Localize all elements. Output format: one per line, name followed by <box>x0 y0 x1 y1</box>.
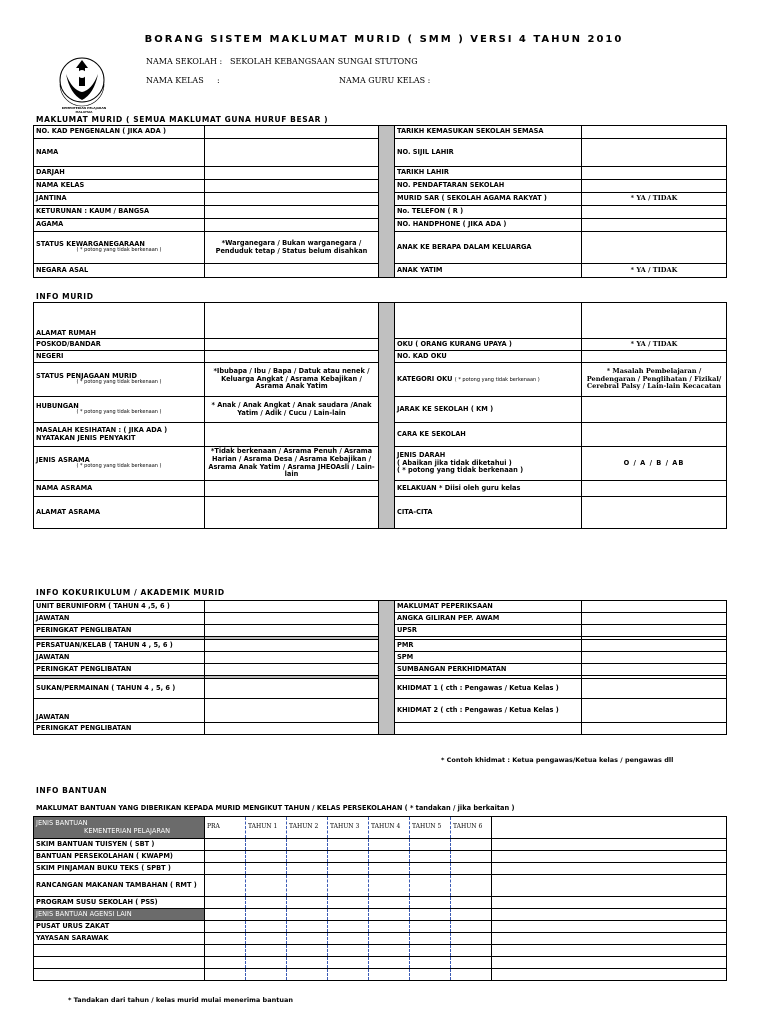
input-negara-asal[interactable] <box>205 264 379 278</box>
jenis-asrama-text: JENIS ASRAMA <box>36 455 90 464</box>
blank-right-last-value <box>582 723 727 735</box>
label-kad-oku: NO. KAD OKU <box>395 351 582 363</box>
label-persatuan: PERSATUAN/KELAB ( TAHUN 4 , 5, 6 ) <box>34 640 205 652</box>
checkbox-cell[interactable] <box>410 921 451 933</box>
table-row <box>34 897 727 909</box>
blank-cell <box>492 863 727 875</box>
input-jawatan-unit[interactable] <box>205 613 379 625</box>
checkbox-cell[interactable] <box>287 933 328 945</box>
checkbox-cell[interactable] <box>410 851 451 863</box>
label-alamat-rumah: ALAMAT RUMAH <box>34 303 205 339</box>
jenis-penyakit-text: NYATAKAN JENIS PENYAKIT <box>36 433 136 442</box>
label-kelakuan: KELAKUAN * Diisi oleh guru kelas <box>395 481 582 497</box>
jenis-darah-note2: ( * potong yang tidak berkenaan ) <box>397 466 524 475</box>
jenis-bantuan-label: JENIS BANTUAN <box>36 818 88 827</box>
input-maklumat-peperiksaan[interactable] <box>582 601 727 613</box>
label-oku: OKU ( ORANG KURANG UPAYA ) <box>395 339 582 351</box>
checkbox-cell[interactable] <box>246 921 287 933</box>
checkbox-cell[interactable] <box>205 933 246 945</box>
blank-cell <box>492 851 727 863</box>
table-row <box>34 921 727 933</box>
option-jenis-asrama[interactable]: *Tidak berkenaan / Asrama Penuh / Asrama Harian / Asrama Desa / Asrama Kebajikan / Asrama Anak Yatim / Asrama JHEOAsli / Lain-lain <box>205 447 379 481</box>
label-handphone: NO. HANDPHONE ( JIKA ADA ) <box>395 219 582 232</box>
checkbox-cell[interactable] <box>205 839 246 851</box>
ministry-logo <box>46 46 118 118</box>
divider-column <box>379 126 395 278</box>
status-penjagaan-text: STATUS PENJAGAAN MURID <box>36 371 137 380</box>
status-penjagaan-note: ( * potong yang tidak berkenaan ) <box>76 379 162 386</box>
checkbox-cell[interactable] <box>205 921 246 933</box>
label-kategori-oku <box>395 363 582 397</box>
input-kelakuan[interactable] <box>582 481 727 497</box>
label-jawatan-persatuan: JAWATAN <box>34 652 205 664</box>
checkbox-cell[interactable] <box>205 957 246 969</box>
label-cita-cita: CITA-CITA <box>395 497 582 529</box>
checkbox-cell[interactable] <box>246 969 287 981</box>
checkbox-cell[interactable] <box>410 839 451 851</box>
label-nama: NAMA <box>34 139 205 167</box>
year-header-tahun-6: TAHUN 6 <box>451 817 492 839</box>
input-handphone[interactable] <box>582 219 727 232</box>
checkbox-cell[interactable] <box>205 945 246 957</box>
jenis-darah-note1: ( Abaikan jika tidak diketahui ) <box>397 458 512 467</box>
checkbox-cell[interactable] <box>328 897 369 909</box>
input-kad-oku[interactable] <box>582 351 727 363</box>
label-spbt: SKIM PINJAMAN BUKU TEKS ( SPBT ) <box>34 863 205 875</box>
label-yayasan-sarawak: YAYASAN SARAWAK <box>34 933 205 945</box>
masalah-kesihatan-text: MASALAH KESIHATAN : ( JIKA ADA ) <box>36 425 168 434</box>
checkbox-cell[interactable] <box>246 909 287 921</box>
checkbox-cell[interactable] <box>246 945 287 957</box>
kementerian-pelajaran-label: KEMENTERIAN PELAJARAN <box>84 826 171 835</box>
label-maklumat-peperiksaan: MAKLUMAT PEPERIKSAAN <box>395 601 582 613</box>
checkbox-cell[interactable] <box>246 851 287 863</box>
input-khidmat-1[interactable] <box>582 679 727 699</box>
label-nama-kelas: NAMA KELAS <box>34 180 205 193</box>
section-info-murid-heading: INFO MURID <box>36 292 94 301</box>
checkbox-cell[interactable] <box>369 945 410 957</box>
checkbox-cell[interactable] <box>287 957 328 969</box>
option-status-kewarganegaraan[interactable]: *Warganegara / Bukan warganegara / Penduduk tetap / Status belum disahkan <box>205 232 379 264</box>
group-header-agensi-lain: JENIS BANTUAN AGENSI LAIN <box>34 909 205 921</box>
checkbox-cell[interactable] <box>410 863 451 875</box>
hubungan-text: HUBUNGAN <box>36 401 79 410</box>
label-peringkat-unit: PERINGKAT PENGLIBATAN <box>34 625 205 637</box>
checkbox-cell[interactable] <box>205 909 246 921</box>
bantuan-table <box>33 816 727 981</box>
year-header-pra: PRA <box>205 817 246 839</box>
nama-kelas-label: NAMA KELAS <box>146 76 204 85</box>
label-masalah-kesihatan <box>34 423 205 447</box>
divider-column-2 <box>379 303 395 529</box>
checkbox-cell[interactable] <box>369 851 410 863</box>
kategori-oku-text: KATEGORI OKU <box>397 374 453 383</box>
label-sumbangan: SUMBANGAN PERKHIDMATAN <box>395 664 582 676</box>
label-pusat-urus-zakat: PUSAT URUS ZAKAT <box>34 921 205 933</box>
input-sukan[interactable] <box>205 679 379 699</box>
checkbox-cell[interactable] <box>451 839 492 851</box>
blank-right-last <box>395 723 582 735</box>
option-hubungan[interactable]: * Anak / Anak Angkat / Anak saudara /Anak Yatim / Adik / Cucu / Lain-lain <box>205 397 379 423</box>
checkbox-cell[interactable] <box>246 957 287 969</box>
label-jantina: JANTINA <box>34 193 205 206</box>
input-telefon[interactable] <box>582 206 727 219</box>
maklumat-murid-table <box>33 125 727 278</box>
section-info-bantuan-heading: INFO BANTUAN <box>36 786 108 795</box>
input-agama[interactable] <box>205 219 379 232</box>
checkbox-cell[interactable] <box>328 851 369 863</box>
input-spm[interactable] <box>582 652 727 664</box>
input-sijil-lahir[interactable] <box>582 139 727 167</box>
label-jawatan-unit: JAWATAN <box>34 613 205 625</box>
label-angka-giliran: ANGKA GILIRAN PEP. AWAM <box>395 613 582 625</box>
blank-label-cell[interactable] <box>34 945 205 957</box>
label-cara-sekolah: CARA KE SEKOLAH <box>395 423 582 447</box>
input-negeri[interactable] <box>205 351 379 363</box>
blank-label-cell[interactable] <box>34 957 205 969</box>
table-row <box>34 851 727 863</box>
option-status-penjagaan[interactable]: *Ibubapa / Ibu / Bapa / Datuk atau nenek / Keluarga Angkat / Asrama Kebajikan / Asrama Anak Yatim <box>205 363 379 397</box>
checkbox-cell[interactable] <box>287 909 328 921</box>
checkbox-cell[interactable] <box>369 933 410 945</box>
hubungan-note: ( * potong yang tidak berkenaan ) <box>76 409 162 416</box>
checkbox-cell[interactable] <box>287 921 328 933</box>
label-hubungan <box>34 397 205 423</box>
label-khidmat-1: KHIDMAT 1 ( cth : Pengawas / Ketua Kelas ) <box>395 679 582 699</box>
blank-cell <box>492 909 727 921</box>
input-tarikh-lahir[interactable] <box>582 167 727 180</box>
checkbox-cell[interactable] <box>328 969 369 981</box>
label-sijil-lahir: NO. SIJIL LAHIR <box>395 139 582 167</box>
checkbox-cell[interactable] <box>410 875 451 897</box>
label-poskod: POSKOD/BANDAR <box>34 339 205 351</box>
option-jenis-darah[interactable]: O / A / B / AB <box>582 447 727 481</box>
label-murid-sar: MURID SAR ( SEKOLAH AGAMA RAKYAT ) <box>395 193 582 206</box>
label-status-kewarganegaraan <box>34 232 205 264</box>
input-jawatan-persatuan[interactable] <box>205 652 379 664</box>
label-jawatan-sukan: JAWATAN <box>34 699 205 723</box>
logo-ring-text: KEMENTERIAN PELAJARAN MALAYSIA <box>61 106 107 114</box>
label-nama-asrama: NAMA ASRAMA <box>34 481 205 497</box>
table-row <box>34 875 727 897</box>
status-kewarganegaraan-note: ( * potong yang tidak berkenaan ) <box>76 247 162 254</box>
bantuan-subheading: MAKLUMAT BANTUAN YANG DIBERIKAN KEPADA MURID MENGIKUT TAHUN / KELAS PERSEKOLAHAN ( * tandakan / jika berkaitan ) <box>36 804 515 812</box>
blank-cell <box>492 875 727 897</box>
checkbox-cell[interactable] <box>451 851 492 863</box>
label-keturunan: KETURUNAN : KAUM / BANGSA <box>34 206 205 219</box>
label-kad-pengenalan: NO. KAD PENGENALAN ( JIKA ADA ) <box>34 126 205 139</box>
input-alamat-rumah[interactable] <box>205 303 379 339</box>
table-row <box>34 969 727 981</box>
checkbox-cell[interactable] <box>369 863 410 875</box>
table-row <box>34 957 727 969</box>
label-agama: AGAMA <box>34 219 205 232</box>
jenis-asrama-note: ( * potong yang tidak berkenaan ) <box>76 463 162 470</box>
section-kokurikulum-heading: INFO KOKURIKULUM / AKADEMIK MURID <box>36 588 225 597</box>
checkbox-cell[interactable] <box>328 957 369 969</box>
checkbox-cell[interactable] <box>451 933 492 945</box>
nama-sekolah-label: NAMA SEKOLAH : <box>146 57 223 66</box>
label-sukan: SUKAN/PERMAINAN ( TAHUN 4 , 5, 6 ) <box>34 679 205 699</box>
table-row <box>34 839 727 851</box>
label-darjah: DARJAH <box>34 167 205 180</box>
blank-cell <box>492 839 727 851</box>
label-tarikh-lahir: TARIKH LAHIR <box>395 167 582 180</box>
input-jarak-sekolah[interactable] <box>582 397 727 423</box>
checkbox-cell[interactable] <box>246 839 287 851</box>
option-murid-sar[interactable]: * YA / TIDAK <box>582 193 727 206</box>
checkbox-cell[interactable] <box>205 875 246 897</box>
label-rmt: RANCANGAN MAKANAN TAMBAHAN ( RMT ) <box>34 875 205 897</box>
table-row <box>34 945 727 957</box>
blank-cell <box>492 957 727 969</box>
input-upsr[interactable] <box>582 625 727 637</box>
checkbox-cell[interactable] <box>328 909 369 921</box>
checkbox-cell[interactable] <box>328 921 369 933</box>
label-pss: PROGRAM SUSU SEKOLAH ( PSS) <box>34 897 205 909</box>
label-jenis-asrama <box>34 447 205 481</box>
checkbox-cell[interactable] <box>451 969 492 981</box>
input-kad-pengenalan[interactable] <box>205 126 379 139</box>
checkbox-cell[interactable] <box>451 921 492 933</box>
input-pmr[interactable] <box>582 640 727 652</box>
blank-cell <box>492 921 727 933</box>
label-upsr: UPSR <box>395 625 582 637</box>
checkbox-cell[interactable] <box>246 897 287 909</box>
checkbox-cell[interactable] <box>451 875 492 897</box>
input-angka-giliran[interactable] <box>582 613 727 625</box>
checkbox-cell[interactable] <box>451 957 492 969</box>
input-jantina[interactable] <box>205 193 379 206</box>
blank-cell <box>492 945 727 957</box>
input-cita-cita[interactable] <box>582 497 727 529</box>
checkbox-cell[interactable] <box>287 897 328 909</box>
checkbox-cell[interactable] <box>369 909 410 921</box>
label-sbt: SKIM BANTUAN TUISYEN ( SBT ) <box>34 839 205 851</box>
table-row <box>34 933 727 945</box>
checkbox-cell[interactable] <box>451 897 492 909</box>
blank-cell <box>492 933 727 945</box>
table-row <box>34 863 727 875</box>
checkbox-cell[interactable] <box>369 921 410 933</box>
kokurikulum-table <box>33 600 727 735</box>
label-negeri: NEGERI <box>34 351 205 363</box>
label-unit-beruniform: UNIT BERUNIFORM ( TAHUN 4 ,5, 6 ) <box>34 601 205 613</box>
jenis-darah-text: JENIS DARAH <box>397 451 446 460</box>
checkbox-cell[interactable] <box>451 945 492 957</box>
input-unit-beruniform[interactable] <box>205 601 379 613</box>
blank-cell <box>492 969 727 981</box>
info-murid-table <box>33 302 727 529</box>
input-tarikh-kemasukan[interactable] <box>582 126 727 139</box>
checkbox-cell[interactable] <box>328 945 369 957</box>
checkbox-cell[interactable] <box>205 863 246 875</box>
checkbox-cell[interactable] <box>287 839 328 851</box>
input-nama-kelas[interactable] <box>205 180 379 193</box>
label-peringkat-sukan: PERINGKAT PENGLIBATAN <box>34 723 205 735</box>
checkbox-cell[interactable] <box>369 875 410 897</box>
label-jenis-darah <box>395 447 582 481</box>
checkbox-cell[interactable] <box>328 875 369 897</box>
checkbox-cell[interactable] <box>246 863 287 875</box>
option-anak-yatim[interactable]: * YA / TIDAK <box>582 264 727 278</box>
label-pendaftaran-sekolah: NO. PENDAFTARAN SEKOLAH <box>395 180 582 193</box>
checkbox-cell[interactable] <box>328 839 369 851</box>
input-sumbangan[interactable] <box>582 664 727 676</box>
khidmat-footnote: * Contoh khidmat : Ketua pengawas/Ketua kelas / pengawas dll <box>441 756 674 764</box>
checkbox-cell[interactable] <box>369 957 410 969</box>
checkbox-cell[interactable] <box>410 957 451 969</box>
checkbox-cell[interactable] <box>246 933 287 945</box>
label-jarak-sekolah: JARAK KE SEKOLAH ( KM ) <box>395 397 582 423</box>
checkbox-cell[interactable] <box>287 875 328 897</box>
input-khidmat-2[interactable] <box>582 699 727 723</box>
input-anak-ke[interactable] <box>582 232 727 264</box>
checkbox-cell[interactable] <box>328 863 369 875</box>
bantuan-header-blank <box>492 817 727 839</box>
checkbox-cell[interactable] <box>369 897 410 909</box>
input-jawatan-sukan[interactable] <box>205 699 379 723</box>
form-title: BORANG SISTEM MAKLUMAT MURID ( SMM ) VERSI 4 TAHUN 2010 <box>144 34 624 45</box>
checkbox-cell[interactable] <box>410 909 451 921</box>
kategori-oku-note: ( * potong yang tidak berkenaan ) <box>454 376 540 383</box>
blank-right-alamat <box>395 303 582 339</box>
input-masalah-kesihatan[interactable] <box>205 423 379 447</box>
label-negara-asal: NEGARA ASAL <box>34 264 205 278</box>
label-anak-yatim: ANAK YATIM <box>395 264 582 278</box>
checkbox-cell[interactable] <box>287 863 328 875</box>
input-pendaftaran-sekolah[interactable] <box>582 180 727 193</box>
divider-column-3 <box>379 601 395 735</box>
checkbox-cell[interactable] <box>246 875 287 897</box>
checkbox-cell[interactable] <box>410 969 451 981</box>
nama-guru-label: NAMA GURU KELAS : <box>339 76 431 85</box>
label-spm: SPM <box>395 652 582 664</box>
input-persatuan[interactable] <box>205 640 379 652</box>
blank-label-cell[interactable] <box>34 969 205 981</box>
input-cara-sekolah[interactable] <box>582 423 727 447</box>
year-header-tahun-5: TAHUN 5 <box>410 817 451 839</box>
label-status-penjagaan <box>34 363 205 397</box>
nama-kelas-separator: : <box>217 76 220 85</box>
checkbox-cell[interactable] <box>205 897 246 909</box>
bantuan-footnote: * Tandakan dari tahun / kelas murid mulai menerima bantuan <box>68 996 293 1004</box>
option-kategori-oku[interactable]: * Masalah Pembelajaran / Pendengaran / Penglihatan / Fizikal/ Cerebral Palsy / Lain-lain Kecacatan <box>582 363 727 397</box>
input-alamat-asrama[interactable] <box>205 497 379 529</box>
label-khidmat-2: KHIDMAT 2 ( cth : Pengawas / Ketua Kelas ) <box>395 699 582 723</box>
checkbox-cell[interactable] <box>205 969 246 981</box>
option-oku[interactable]: * YA / TIDAK <box>582 339 727 351</box>
checkbox-cell[interactable] <box>287 851 328 863</box>
input-darjah[interactable] <box>205 167 379 180</box>
year-header-tahun-3: TAHUN 3 <box>328 817 369 839</box>
label-pmr: PMR <box>395 640 582 652</box>
blank-cell <box>492 897 727 909</box>
label-alamat-asrama: ALAMAT ASRAMA <box>34 497 205 529</box>
checkbox-cell[interactable] <box>369 839 410 851</box>
input-poskod[interactable] <box>205 339 379 351</box>
label-peringkat-persatuan: PERINGKAT PENGLIBATAN <box>34 664 205 676</box>
input-keturunan[interactable] <box>205 206 379 219</box>
checkbox-cell[interactable] <box>451 863 492 875</box>
input-peringkat-sukan[interactable] <box>205 723 379 735</box>
input-peringkat-unit[interactable] <box>205 625 379 637</box>
status-kewarganegaraan-text: STATUS KEWARGANEGARAAN <box>36 239 145 248</box>
year-header-tahun-2: TAHUN 2 <box>287 817 328 839</box>
checkbox-cell[interactable] <box>328 933 369 945</box>
section-maklumat-murid-heading: MAKLUMAT MURID ( SEMUA MAKLUMAT GUNA HURUF BESAR ) <box>36 115 329 124</box>
checkbox-cell[interactable] <box>369 969 410 981</box>
checkbox-cell[interactable] <box>410 933 451 945</box>
checkbox-cell[interactable] <box>451 909 492 921</box>
label-kwapm: BANTUAN PERSEKOLAHAN ( KWAPM) <box>34 851 205 863</box>
checkbox-cell[interactable] <box>287 945 328 957</box>
label-anak-ke: ANAK KE BERAPA DALAM KELUARGA <box>395 232 582 264</box>
year-header-tahun-1: TAHUN 1 <box>246 817 287 839</box>
blank-right-alamat-value <box>582 303 727 339</box>
label-tarikh-kemasukan: TARIKH KEMASUKAN SEKOLAH SEMASA <box>395 126 582 139</box>
group-header-kementerian <box>34 817 205 839</box>
input-nama-asrama[interactable] <box>205 481 379 497</box>
label-telefon: No. TELEFON ( R ) <box>395 206 582 219</box>
checkbox-cell[interactable] <box>410 945 451 957</box>
input-nama[interactable] <box>205 139 379 167</box>
input-peringkat-persatuan[interactable] <box>205 664 379 676</box>
year-header-tahun-4: TAHUN 4 <box>369 817 410 839</box>
checkbox-cell[interactable] <box>410 897 451 909</box>
checkbox-cell[interactable] <box>287 969 328 981</box>
checkbox-cell[interactable] <box>205 851 246 863</box>
nama-sekolah-value[interactable]: SEKOLAH KEBANGSAAN SUNGAI STUTONG <box>230 57 418 66</box>
